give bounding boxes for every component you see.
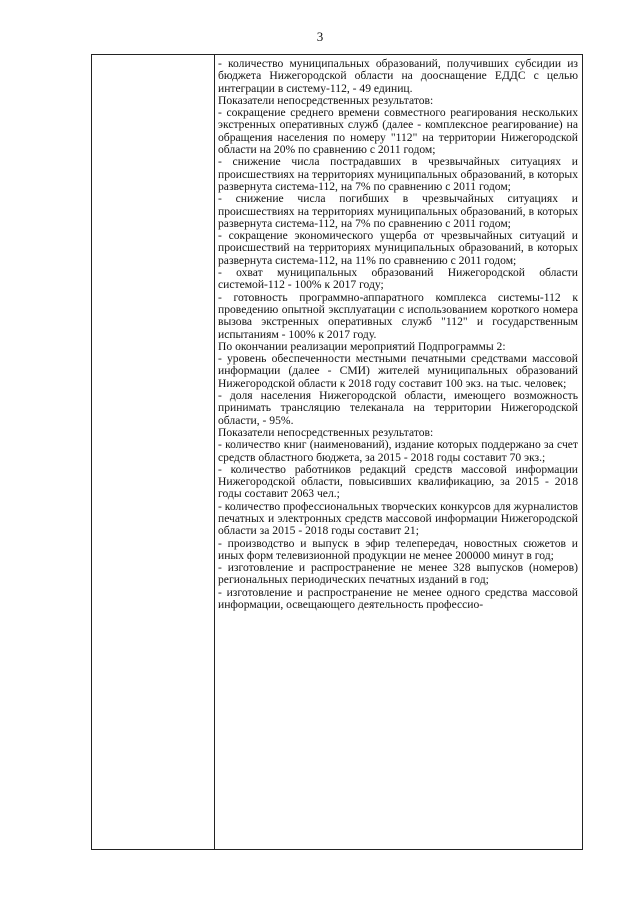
paragraph: - изготовление и распространение не менее 328 выпусков (номеров) региональных периодических печатных изданий в год;	[218, 561, 578, 587]
paragraph: - производство и выпуск в эфир телепередач, новостных сюжетов и иных форм телевизионной продукции не менее 200000 минут в год;	[218, 536, 578, 562]
column-divider	[214, 55, 215, 849]
paragraph: - снижение числа погибших в чрезвычайных ситуациях и происшествиях на территориях муниципальных образований, в которых развернута система-112, на 7% по сравнению с 2011 годом;	[218, 192, 578, 230]
paragraph: - охват муниципальных образований Нижегородской области системой-112 - 100% к 2017 году;	[218, 266, 578, 292]
paragraph: Показатели непосредственных результатов:	[218, 425, 434, 439]
paragraph: - изготовление и распространение не менее одного средства массовой информации, освещающего деятельность профессио-	[218, 585, 578, 612]
paragraph: - количество книг (наименований), издание которых поддержано за счет средств областного бюджета, за 2015 - 2018 годы составит 70 экз.;	[218, 438, 578, 464]
content-cell	[218, 58, 578, 611]
paragraph: - количество муниципальных образований, получивших субсидии из бюджета Нижегородской области на дооснащение ЕДДС с целью интеграции в систему-112, - 49 единиц.	[218, 57, 578, 95]
page-number: 3	[316, 29, 324, 44]
paragraph: - доля населения Нижегородской области, имеющего возможность принимать трансляцию телеканала на территории Нижегородской области, - 95%.	[218, 389, 578, 427]
paragraph: - уровень обеспеченности местными печатными средствами массовой информации (далее - СМИ) жителей муниципальных образований Нижегородской области к 2018 году составит 100 экз. на тыс. человек;	[218, 352, 578, 390]
paragraph: Показатели непосредственных результатов:	[218, 93, 434, 107]
paragraph: - сокращение экономического ущерба от чрезвычайных ситуаций и происшествий на территориях муниципальных образований, в которых развернута система-112, на 11% по сравнению с 2011 годом;	[218, 229, 578, 267]
paragraph: По окончании реализации мероприятий Подпрограммы 2:	[218, 339, 506, 353]
paragraph: - снижение числа пострадавших в чрезвычайных ситуациях и происшествиях на территориях муниципальных образований, в которых развернута система-112, на 7% по сравнению с 2011 годом;	[218, 155, 578, 193]
paragraph: - готовность программно-аппаратного комплекса системы-112 к проведению опытной эксплуатации с использованием короткого номера вызова экстренных оперативных служб "112" и государственным испытаниям - 100% к 2017 году.	[218, 290, 578, 341]
paragraph: - количество работников редакций средств массовой информации Нижегородской области, повысивших квалификацию, за 2015 - 2018 годы составит 2063 чел.;	[218, 462, 578, 501]
paragraph: - количество профессиональных творческих конкурсов для журналистов печатных и электронных средств массовой информации Нижегородской области за 2015 - 2018 годы составит 21;	[218, 499, 578, 538]
paragraph: - сокращение среднего времени совместного реагирования нескольких экстренных оперативных служб (далее - комплексное реагирование) на обращения населения по номеру "112" на территории Нижегородской области на 20% по сравнению с 2011 годом;	[218, 106, 578, 157]
document-table	[91, 54, 583, 850]
